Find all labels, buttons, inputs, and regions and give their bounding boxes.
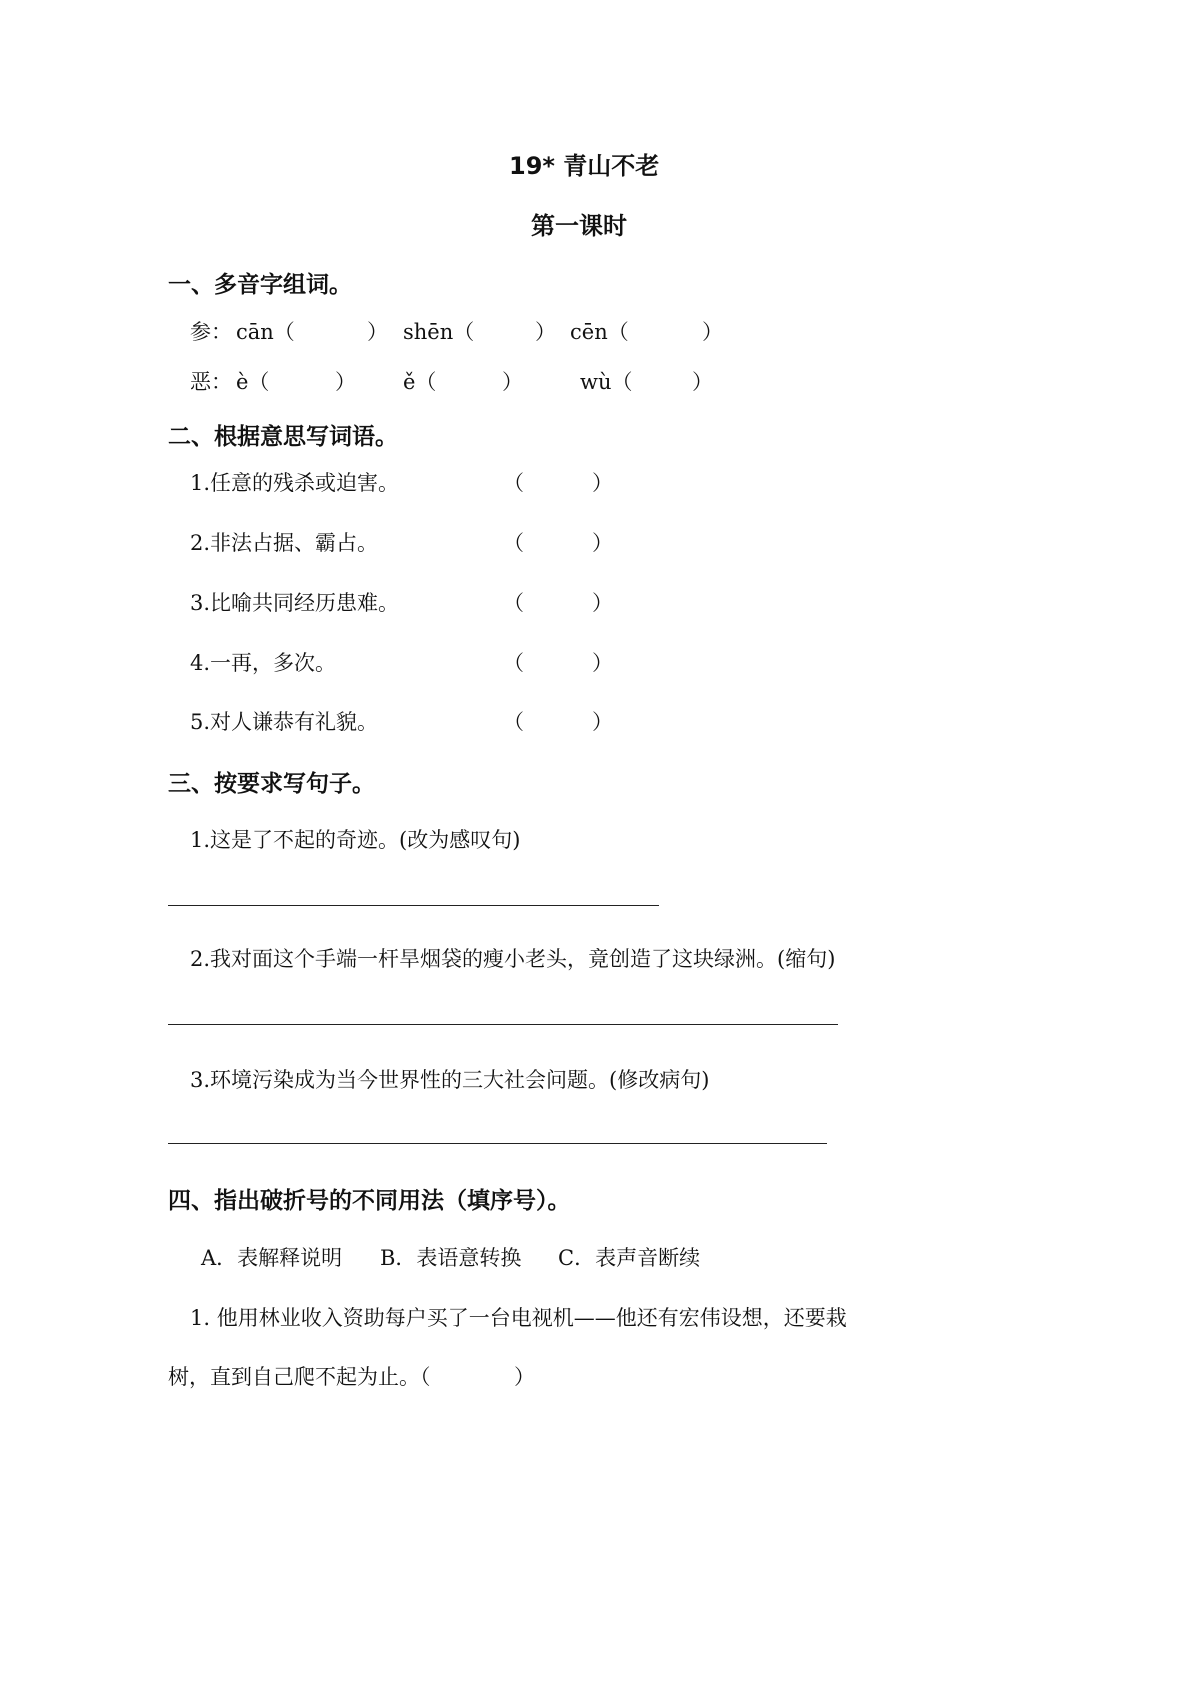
paren-close: ） xyxy=(335,370,356,394)
pinyin-reading: è（ xyxy=(236,370,270,394)
option-a: A．表解释说明 xyxy=(201,1246,343,1270)
pinyin-reading: ě（ xyxy=(403,370,437,394)
question-text: 5.对人谦恭有礼貌。 xyxy=(190,710,379,734)
answer-paren-close: ） xyxy=(592,591,613,615)
paren-close: ） xyxy=(702,320,723,344)
page-subtitle: 第一课时 xyxy=(531,212,627,240)
pinyin-reading: cēn（ xyxy=(570,320,629,344)
answer-line[interactable] xyxy=(168,905,659,906)
answer-paren-open: （ xyxy=(503,710,524,734)
polyphone-char: 恶： xyxy=(190,370,232,394)
sentence-question: 2.我对面这个手端一杆旱烟袋的瘦小老头，竟创造了这块绿洲。(缩句) xyxy=(190,947,836,971)
section4-heading: 四、指出破折号的不同用法（填序号）。 xyxy=(168,1188,571,1214)
paren-close: ） xyxy=(502,370,523,394)
option-c: C．表声音断续 xyxy=(558,1246,701,1270)
answer-paren-open: （ xyxy=(503,471,524,495)
pinyin-reading: wù（ xyxy=(580,370,633,394)
pinyin-reading: shēn（ xyxy=(403,320,475,344)
paren-close: ） xyxy=(692,370,713,394)
paren-close: ） xyxy=(367,320,388,344)
answer-paren-close: ） xyxy=(592,531,613,555)
answer-paren-open: （ xyxy=(503,531,524,555)
answer-line[interactable] xyxy=(168,1024,838,1025)
sentence-question: 1.这是了不起的奇迹。(改为感叹句) xyxy=(190,828,521,852)
question-text: 4.一再，多次。 xyxy=(190,651,337,675)
option-b: B．表语意转换 xyxy=(380,1246,522,1270)
answer-paren-open: （ xyxy=(503,591,524,615)
answer-paren-close: ） xyxy=(592,471,613,495)
answer-paren-close: ） xyxy=(514,1365,535,1389)
section2-heading: 二、根据意思写词语。 xyxy=(168,424,398,450)
paren-close: ） xyxy=(535,320,556,344)
question-text: 1.任意的残杀或迫害。 xyxy=(190,471,400,495)
answer-paren-close: ） xyxy=(592,651,613,675)
section3-heading: 三、按要求写句子。 xyxy=(168,771,375,797)
answer-line[interactable] xyxy=(168,1143,827,1144)
section1-heading: 一、多音字组词。 xyxy=(168,272,352,298)
answer-paren-close: ） xyxy=(592,710,613,734)
page-title: 19* 青山不老 xyxy=(509,152,660,180)
question-text: 2.非法占据、霸占。 xyxy=(190,531,379,555)
polyphone-char: 参： xyxy=(190,320,232,344)
question-text: 3.比喻共同经历患难。 xyxy=(190,591,400,615)
pinyin-reading: cān（ xyxy=(236,320,295,344)
answer-paren-open: （ xyxy=(503,651,524,675)
dash-question-line1: 1. 他用林业收入资助每户买了一台电视机——他还有宏伟设想，还要栽 xyxy=(190,1306,847,1330)
dash-question-line2: 树，直到自己爬不起为止。（ xyxy=(168,1365,431,1389)
sentence-question: 3.环境污染成为当今世界性的三大社会问题。(修改病句) xyxy=(190,1068,710,1092)
